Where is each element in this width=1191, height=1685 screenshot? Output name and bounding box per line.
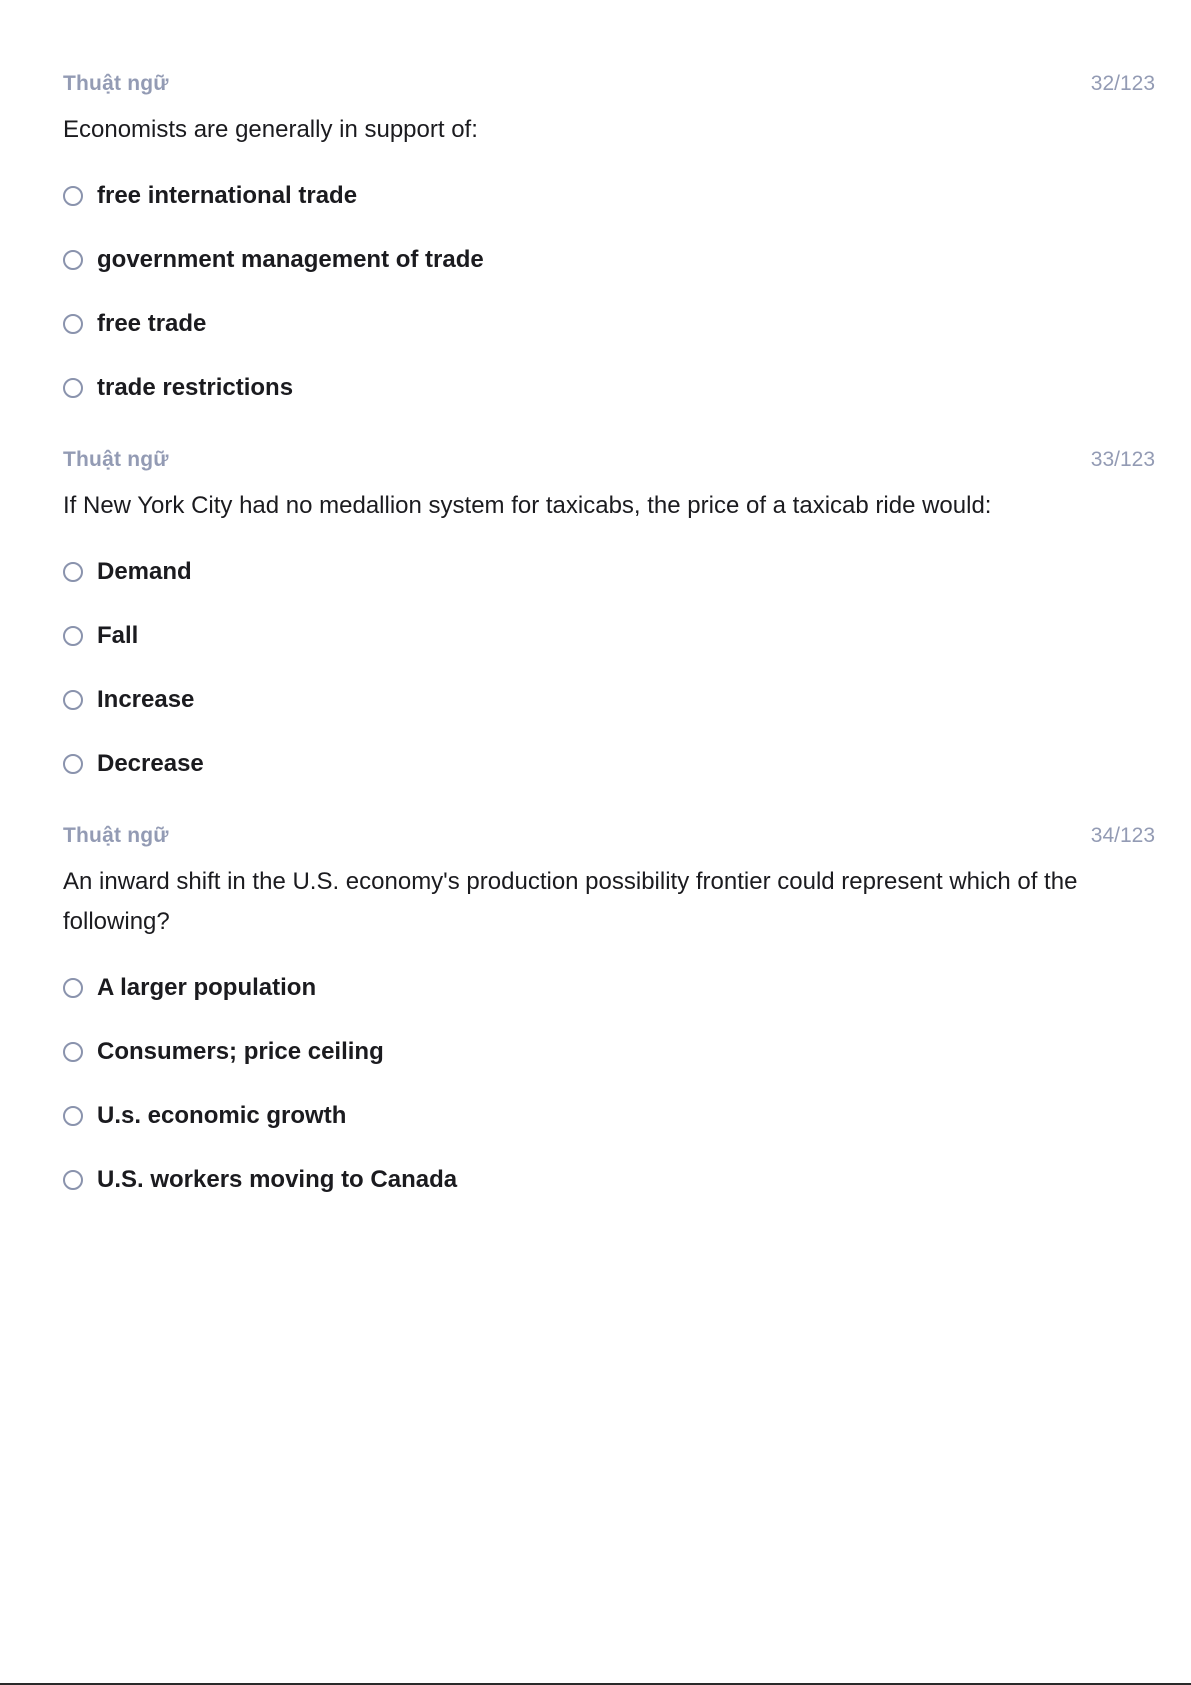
question-text: If New York City had no medallion system for taxicabs, the price of a taxicab ride would: [63, 492, 992, 519]
question-counter: 33/123 [1090, 448, 1155, 471]
answer-option[interactable] [63, 732, 1155, 796]
question-counter: 34/123 [1090, 824, 1155, 847]
answer-option[interactable] [63, 540, 1155, 604]
answer-option[interactable] [63, 604, 1155, 668]
question-counter: 32/123 [1090, 72, 1155, 95]
answer-option[interactable] [63, 668, 1155, 732]
question-header [63, 824, 1155, 858]
answer-option-label: U.S. workers moving to Canada [97, 1166, 458, 1193]
question-header [63, 448, 1155, 482]
radio-icon[interactable] [63, 314, 83, 334]
question-32 [63, 72, 1155, 420]
answer-option[interactable] [63, 1020, 1155, 1084]
term-label: Thuật ngữ [63, 824, 169, 847]
question-text: Economists are generally in support of: [63, 116, 478, 143]
answer-option-label: Increase [97, 686, 195, 713]
question-header [63, 72, 1155, 106]
answer-option[interactable] [63, 292, 1155, 356]
answer-option-label: U.s. economic growth [97, 1102, 347, 1129]
radio-icon[interactable] [63, 378, 83, 398]
answer-option[interactable] [63, 1084, 1155, 1148]
answer-option-label: government management of trade [97, 246, 484, 273]
radio-icon[interactable] [63, 1042, 83, 1062]
answer-option[interactable] [63, 956, 1155, 1020]
term-label: Thuật ngữ [63, 72, 169, 95]
radio-icon[interactable] [63, 626, 83, 646]
answer-option-label: Consumers; price ceiling [97, 1038, 384, 1065]
radio-icon[interactable] [63, 562, 83, 582]
radio-icon[interactable] [63, 250, 83, 270]
answer-option[interactable] [63, 228, 1155, 292]
term-label: Thuật ngữ [63, 448, 169, 471]
answer-option-label: A larger population [97, 974, 317, 1001]
answer-option-label: Demand [97, 558, 192, 585]
radio-icon[interactable] [63, 1106, 83, 1126]
radio-icon[interactable] [63, 978, 83, 998]
answer-option[interactable] [63, 164, 1155, 228]
question-34 [63, 824, 1155, 1212]
quiz-page [63, 72, 1155, 1240]
answer-option-label: free international trade [97, 182, 358, 209]
answer-option-label: trade restrictions [97, 374, 294, 401]
radio-icon[interactable] [63, 690, 83, 710]
question-33 [63, 448, 1155, 796]
question-text: An inward shift in the U.S. economy's production possibility frontier could represent which of the following? [63, 868, 1078, 935]
radio-icon[interactable] [63, 1170, 83, 1190]
answer-option[interactable] [63, 1148, 1155, 1212]
radio-icon[interactable] [63, 186, 83, 206]
answer-option[interactable] [63, 356, 1155, 420]
answer-option-label: free trade [97, 310, 207, 337]
answer-option-label: Fall [97, 622, 139, 649]
radio-icon[interactable] [63, 754, 83, 774]
answer-option-label: Decrease [97, 750, 204, 777]
